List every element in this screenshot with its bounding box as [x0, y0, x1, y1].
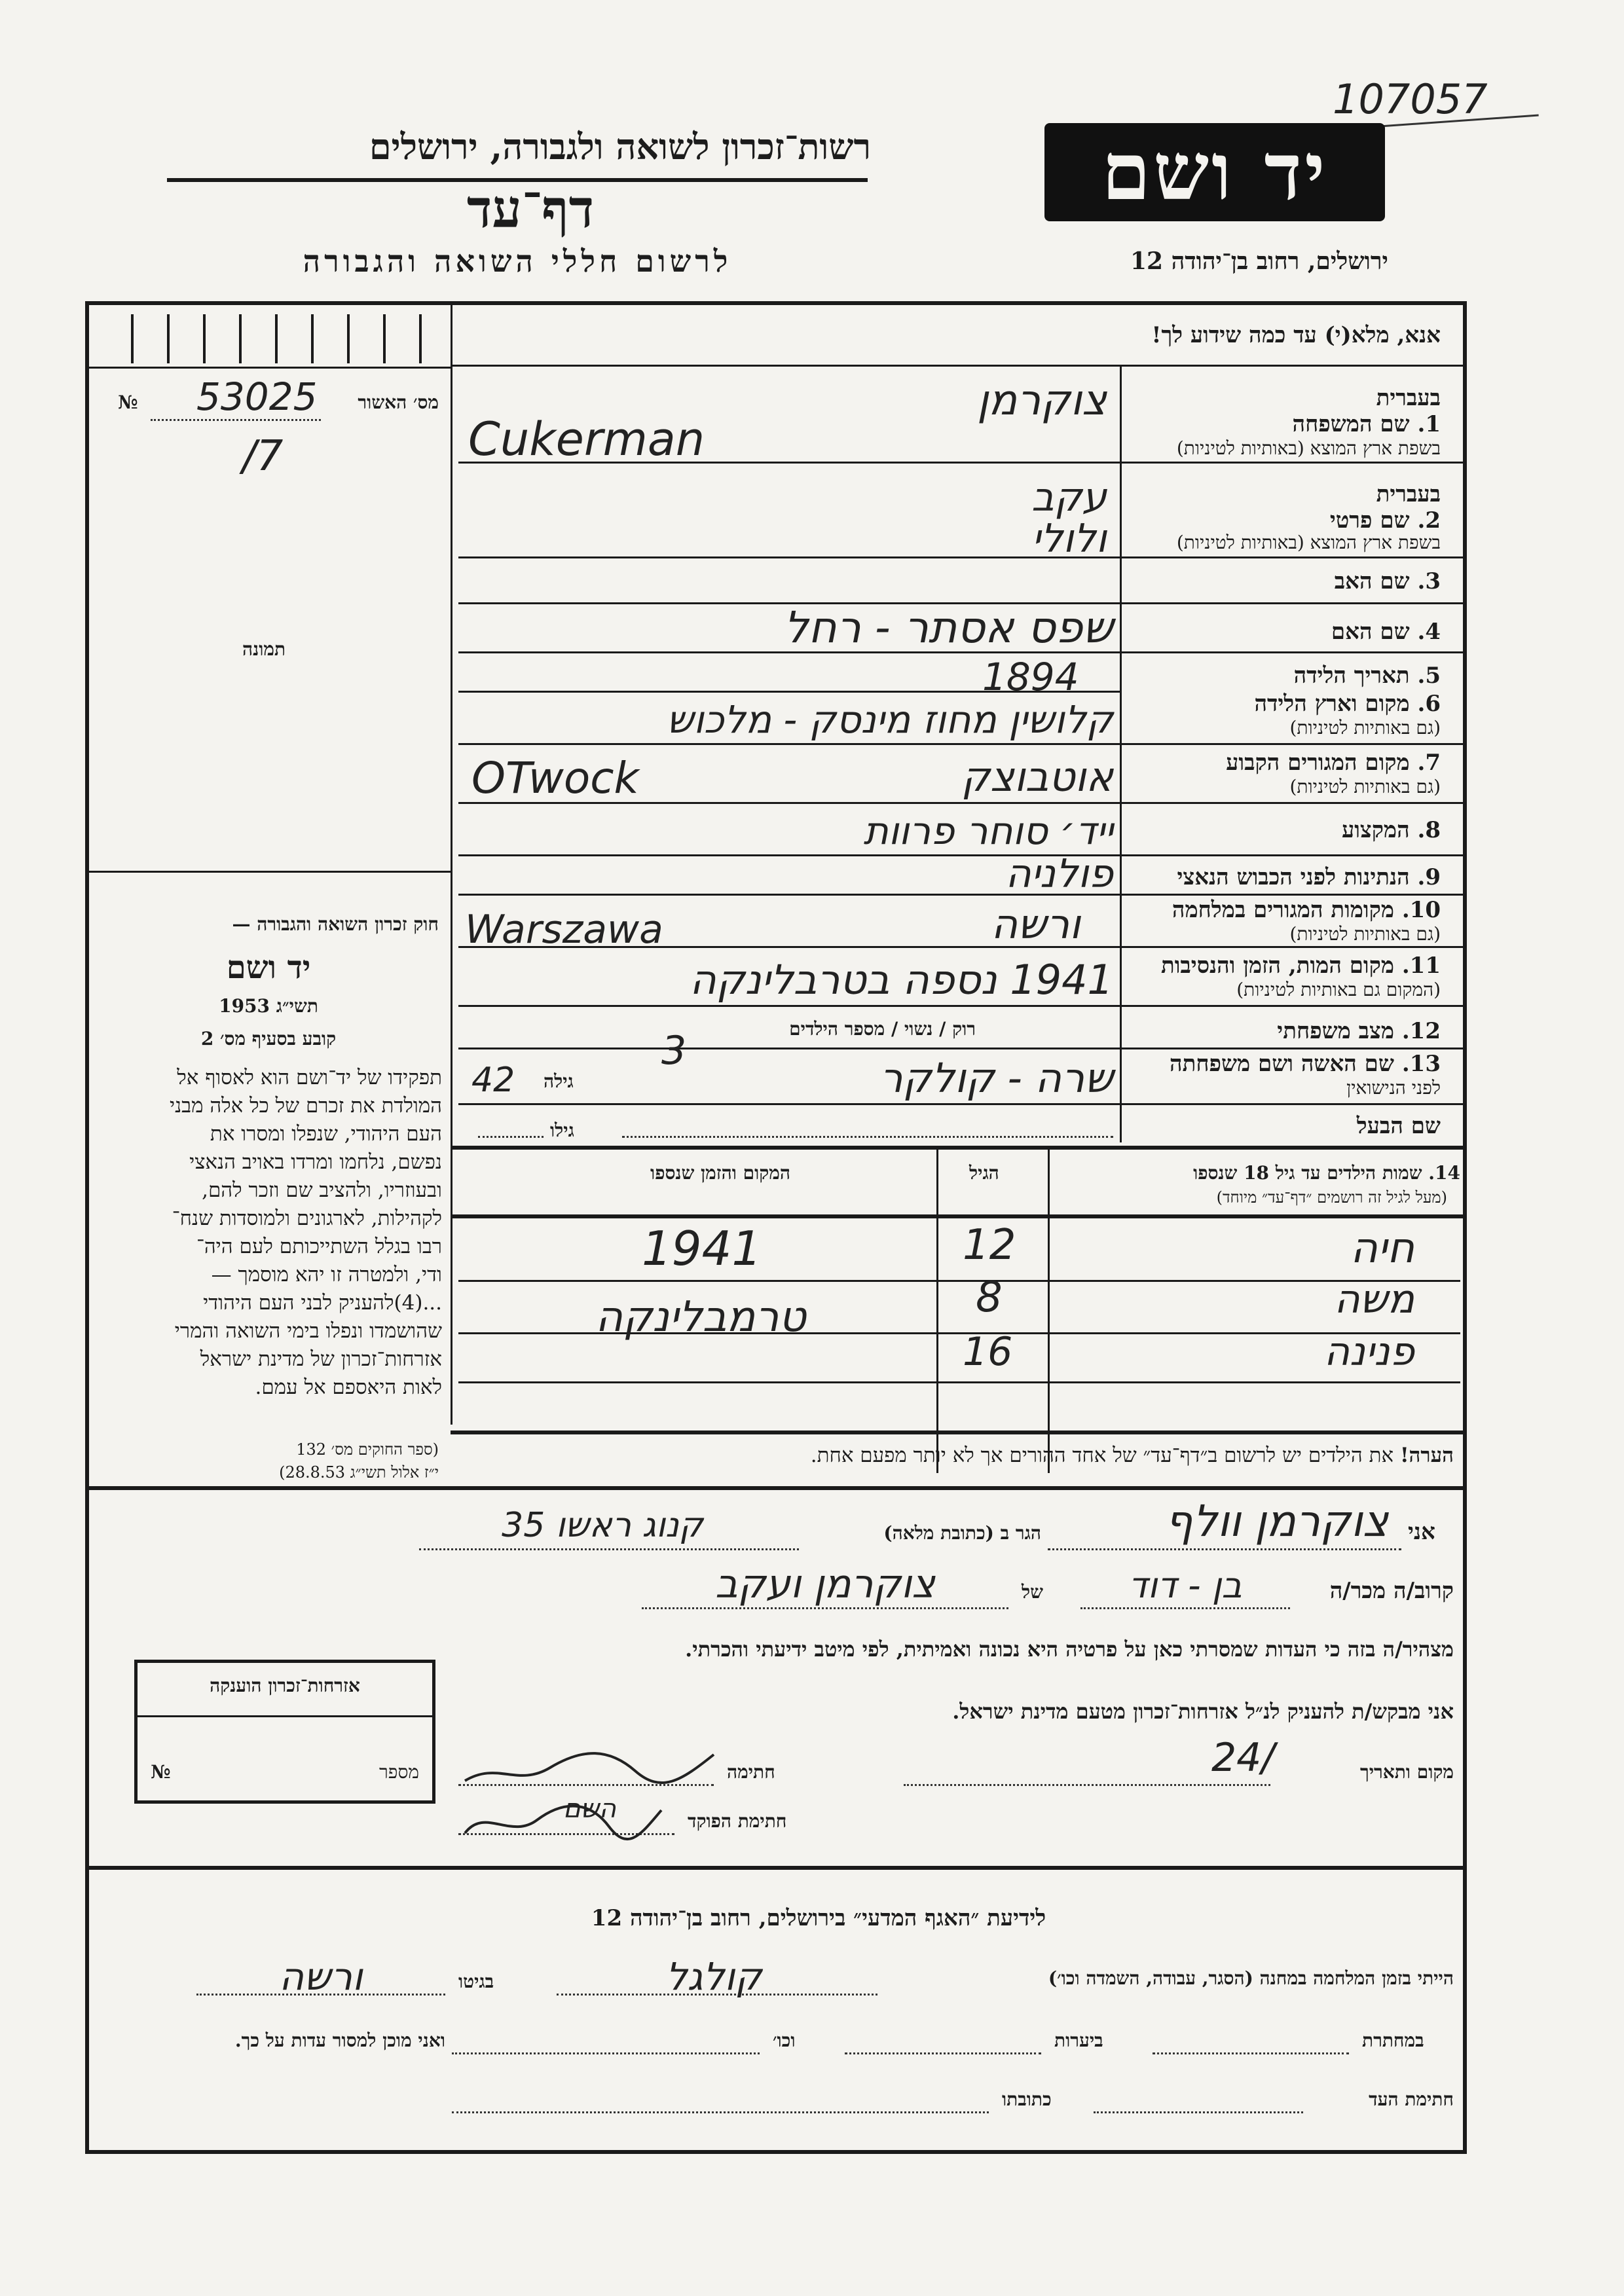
- citizenship-box: [134, 1660, 435, 1804]
- approval-line: [151, 419, 321, 421]
- lang-label-2: בעברית: [1376, 481, 1441, 507]
- value-line: [458, 1103, 1120, 1105]
- declarant-address-line: [419, 1548, 799, 1550]
- law-line: נפשם, נלחמו ומרדו באויב הנאצי: [189, 1150, 442, 1174]
- row-line: [1120, 1103, 1465, 1105]
- law-line: תפקידו של יד־ושם הוא לאסוף אל: [177, 1066, 442, 1089]
- marital-value: 3: [661, 1028, 687, 1074]
- wartime-residence-hebrew: ורשה: [991, 900, 1080, 948]
- children-bottom-line: [451, 1430, 1465, 1434]
- children-note: (מעל לגיל זה רושמים ״דף־עד״ מיוחד): [1216, 1188, 1447, 1207]
- tick: [311, 314, 314, 363]
- tick: [167, 314, 170, 363]
- intro-divider: [451, 365, 1465, 367]
- header-address: ירושלים, רחוב בן־יהודה 12: [1130, 247, 1388, 275]
- field-label-wife: 13. שם האשה ושם משפחתה: [1170, 1051, 1441, 1077]
- relative-value: בן - דוד: [1128, 1565, 1242, 1606]
- children-col-age: הגיל: [969, 1162, 999, 1184]
- field-note-13: לפני הנישואין: [1346, 1077, 1441, 1099]
- value-line: [458, 1005, 1120, 1007]
- signature-mark: [458, 1735, 720, 1794]
- field-label-father: 3. שם האב: [1334, 568, 1441, 594]
- bottom-heading: לידיעת ״האגף המדעי״ בירושלים, רחוב בן־יהודה 12: [591, 1905, 1046, 1931]
- forests-line: [845, 2052, 1041, 2054]
- tick: [275, 314, 278, 363]
- yad-vashem-logo: יד ושם: [1044, 123, 1385, 221]
- photo-label: תמונה: [242, 638, 286, 660]
- tick: [203, 314, 206, 363]
- field-label-marital: 12. מצב משפחתי: [1277, 1018, 1441, 1044]
- field-note-1: בשפת ארץ המוצא (באותיות לטיניות): [1176, 437, 1441, 459]
- of-label: של: [1022, 1581, 1043, 1603]
- request-text: אני מבקש/ת להעניק לנ״ל אזרחות־זכרון מטעם מדינת ישראל.: [952, 1699, 1454, 1724]
- intro-text: אנא, מלא(י) עד כמה שידוע לך!: [1151, 322, 1441, 348]
- of-value: צוקרמן ועקב: [715, 1561, 935, 1607]
- law-line: לאות היאספם אל עמם.: [255, 1376, 442, 1399]
- ghetto-value: ורשה: [279, 1954, 363, 1999]
- declarant-lives-label: הגר ב (כתובת מלאה): [883, 1522, 1041, 1544]
- child-age: 12: [963, 1221, 1016, 1269]
- law-line: לקהילות, לארגונים ולמוסדות שנח־: [172, 1207, 442, 1230]
- child-name: חיה: [1350, 1224, 1414, 1273]
- children-label: 14. שמות הילדים עד גיל 18 שנספו: [1193, 1162, 1460, 1184]
- citizenship-divider: [138, 1715, 432, 1717]
- law-source: (ספר החוקים מס׳ 132: [296, 1440, 439, 1459]
- lang-label-1: בעברית: [1376, 385, 1441, 411]
- note-label: הערה!: [1399, 1444, 1454, 1467]
- relative-line: [1080, 1607, 1290, 1609]
- declarant-i-label: אני: [1408, 1519, 1435, 1545]
- note-line: [458, 1444, 1454, 1467]
- mother-name: שפס אסתר - רחל: [783, 602, 1113, 653]
- family-name-hebrew: צוקרמן: [977, 376, 1107, 425]
- child-name: פנינה: [1323, 1329, 1414, 1375]
- note-text: את הילדים יש לרשום ב״דף־עד״ של אחד ההורים אך לא יותר מפעם אחת.: [810, 1444, 1394, 1467]
- field-note-6: (גם באותיות לטיניות): [1289, 717, 1441, 738]
- of-line: [642, 1607, 1008, 1609]
- child-age: 8: [976, 1273, 1003, 1322]
- first-name-alt: ולולי: [1031, 516, 1107, 562]
- field-label-mother: 4. שם האם: [1331, 619, 1441, 645]
- law-body: [98, 1064, 442, 1402]
- field-note-7: (גם באותיות לטיניות): [1289, 776, 1441, 797]
- declarant-name: צוקרמן וולף: [1165, 1496, 1388, 1546]
- official-signature-label: חתימת הפוקד: [688, 1810, 787, 1832]
- camp-value: קולגל: [665, 1954, 762, 1999]
- nationality: פולניה: [1005, 851, 1113, 897]
- hiding-label: במחתרת: [1362, 2030, 1424, 2051]
- children-col-divider: [936, 1146, 938, 1473]
- family-name-latin: Cukerman: [468, 412, 705, 466]
- law-line: המולדת את זכרם של כל אלה מבני: [169, 1094, 442, 1118]
- children-col-divider: [1048, 1146, 1050, 1473]
- wife-name: שרה - קולקר: [879, 1054, 1113, 1102]
- law-year: תשי״ג 1953: [219, 995, 318, 1017]
- tick: [347, 314, 350, 363]
- field-label-profession: 8. המקצוע: [1341, 817, 1441, 843]
- declarant-name-line: [1048, 1548, 1401, 1550]
- value-line: [458, 1048, 1120, 1049]
- row-line: [1120, 894, 1465, 896]
- row-line: [1120, 556, 1465, 558]
- field-label-death: 11. מקום המות, הזמן והנסיבות: [1160, 953, 1441, 979]
- citizenship-no-symbol: №: [151, 1761, 171, 1783]
- ready-text: ואני מוכן למסור עדות על כך.: [234, 2030, 445, 2051]
- wartime-residence-latin: Warszawa: [465, 907, 663, 953]
- law-title: חוק זכרון השואה והגבורה —: [232, 913, 439, 935]
- field-label-family-name: 1. שם המשפחה: [1292, 411, 1441, 437]
- field-label-husband: שם הבעל: [1356, 1113, 1441, 1139]
- archive-number: 107057: [1333, 75, 1488, 123]
- children-header-line: [451, 1214, 1465, 1218]
- hiding-line: [1153, 2052, 1349, 2054]
- forests-label: ביערות: [1054, 2030, 1103, 2051]
- husband-age-line: [478, 1136, 544, 1138]
- label-column-divider: [1120, 367, 1122, 1142]
- row-line: [1120, 651, 1465, 653]
- wife-age: 42: [471, 1061, 515, 1100]
- place-date-value: 24/: [1211, 1735, 1275, 1781]
- signature-label: חתימה: [727, 1761, 775, 1783]
- row-line: [1120, 1048, 1465, 1049]
- row-line: [1120, 1005, 1465, 1007]
- field-label-birthplace: 6. מקום וארץ הלידה: [1254, 691, 1441, 717]
- etc-line: [452, 2052, 760, 2054]
- residence-hebrew: אוטבוצק: [961, 753, 1113, 801]
- law-line: ובעוזריו, ולהציב שם וזכר להם,: [202, 1178, 442, 1202]
- field-label-nationality: 9. הנתינות לפני הכבוש הנאצי: [1177, 864, 1441, 890]
- row-line: [1120, 946, 1465, 948]
- field-note-10: (גם באותיות לטיניות): [1289, 923, 1441, 945]
- law-line: רבו בגלל השתייכותם לעם היה־: [196, 1235, 442, 1258]
- form-title: דף־עד: [466, 178, 595, 240]
- relative-label: קרוב/ה מכר/ה: [1329, 1578, 1454, 1604]
- field-note-2: בשפת ארץ המוצא (באותיות לטיניות): [1176, 532, 1441, 553]
- tick: [383, 314, 386, 363]
- law-box-top: [89, 871, 451, 873]
- birthplace: קלושין מחוז מינסק - מלכוש: [667, 697, 1113, 742]
- witness-address-line: [452, 2111, 989, 2113]
- approval-sub: /7: [242, 432, 284, 481]
- field-label-wartime-residence: 10. מקומות המגורים במלחמה: [1172, 897, 1441, 923]
- residence-latin: OTwock: [471, 753, 639, 803]
- law-line: ...(4)להעניק לבני העם היהודי: [203, 1291, 442, 1315]
- row-line: [1120, 743, 1465, 745]
- approval-number: 53025: [196, 374, 318, 419]
- wife-age-label: גילה: [544, 1070, 574, 1092]
- children-col-place: המקום והזמן שנספו: [650, 1162, 790, 1184]
- law-line: אזרחות־זכרון של מדינת ישראל: [200, 1347, 442, 1371]
- death-details: 1941 נספה בטרבלינקה: [690, 956, 1113, 1004]
- ghetto-label: בגיטו: [458, 1971, 494, 1992]
- row-line: [1120, 602, 1465, 604]
- citizenship-number-label: מספר: [379, 1761, 419, 1783]
- tick: [131, 314, 134, 363]
- law-line: העם היהודי, שנפלו ומסרו את: [210, 1122, 442, 1146]
- first-name-hebrew: עקב: [1031, 475, 1107, 520]
- tick: [419, 314, 422, 363]
- law-source-date: י״ז אלול תשי״ג 28.8.53): [279, 1463, 439, 1482]
- declaration-text: מצהיר/ה בזה כי העדות שמסרתי כאן על פרטיה היא נכונה ואמיתית, לפי מיטב ידיעתי והכרתי.: [685, 1637, 1454, 1662]
- place-date-label: מקום ותאריך: [1359, 1761, 1454, 1783]
- ticks-bottom: [89, 367, 451, 369]
- witness-address-label: כתובתו: [1002, 2088, 1052, 2110]
- witness-signature-label: חתימת העד: [1369, 2088, 1454, 2110]
- profession: ייד׳ סוחר פרוות: [863, 809, 1113, 853]
- witness-signature-line: [1094, 2111, 1303, 2113]
- law-org: יד ושם: [226, 949, 311, 986]
- child-row-line: [458, 1381, 1460, 1383]
- left-column-divider: [451, 303, 452, 1425]
- place-date-line: [904, 1784, 1270, 1786]
- section-line: [89, 1486, 1465, 1490]
- tick: [239, 314, 242, 363]
- child-death-place: 1941: [642, 1221, 762, 1276]
- field-label-first-name: 2. שם פרטי: [1329, 507, 1441, 534]
- citizenship-title: אזרחות־זכרון הוענקה: [210, 1675, 360, 1696]
- law-clause: קובע בסעיף מס׳ 2: [200, 1028, 337, 1049]
- row-line: [1120, 854, 1465, 856]
- approval-no-symbol: №: [118, 392, 138, 413]
- approval-label: מס׳ האשור: [358, 392, 439, 413]
- value-line: [458, 743, 1120, 745]
- child-age: 16: [963, 1329, 1013, 1375]
- declarant-address: קנוג ראשו 35: [502, 1506, 703, 1545]
- husband-name-line: [622, 1136, 1113, 1138]
- camp-text: הייתי בזמן המלחמה במחנה (הסגר, עבודה, השמדה וכו׳): [1048, 1967, 1454, 1989]
- official-signature-text: השם: [563, 1794, 617, 1824]
- law-line: ודי, ולמטרה זו יהא מוסמך —: [211, 1263, 442, 1286]
- institution-name: רשות־זכרון לשואה ולגבורה, ירושלים: [369, 126, 871, 168]
- field-label-residence: 7. מקום המגורים הקבוע: [1226, 750, 1441, 776]
- marital-options: רוק / נשוי / מספר הילדים: [789, 1018, 976, 1040]
- etc-label: וכו׳: [773, 2030, 796, 2051]
- row-line: [1120, 462, 1465, 464]
- official-signature-mark: [458, 1794, 668, 1846]
- field-note-11: (המקום גם באותיות לטיניות): [1236, 979, 1441, 1000]
- husband-age-label: גילו: [550, 1120, 574, 1141]
- child-death-place: טרמבלינקה: [595, 1293, 806, 1341]
- section-line: [89, 1866, 1465, 1870]
- birth-year: 1894: [982, 655, 1079, 699]
- form-subtitle: לרשום חללי השואה והגבורה: [303, 244, 732, 279]
- section-line: [451, 1146, 1465, 1150]
- law-line: שהושמדו ונפלו בימי השואה והמרי: [174, 1319, 442, 1343]
- row-line: [1120, 802, 1465, 804]
- field-label-birthdate: 5. תאריך הלידה: [1293, 663, 1441, 689]
- child-name: משה: [1334, 1277, 1414, 1322]
